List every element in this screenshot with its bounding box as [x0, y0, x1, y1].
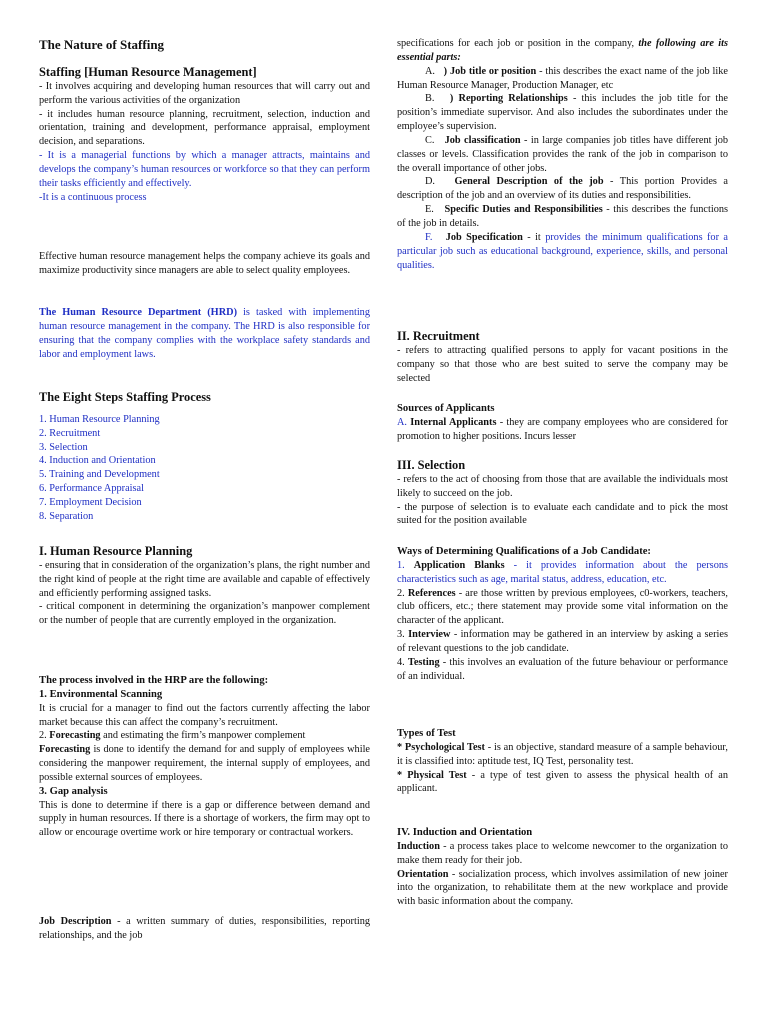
part-text: - this describes the functions of the job in details.	[397, 204, 728, 229]
forecast-rest: and estimating the firm’s manpower complement	[100, 730, 306, 742]
staffing-point-2: - it includes human resource planning, recruitment, selection, induction and orientation, training and development, performance appraisal, employment decision, and separations.	[39, 108, 370, 148]
internal-letter: A.	[397, 416, 411, 428]
way-title: Testing	[407, 656, 440, 668]
step-item: 1. Human Resource Planning	[39, 413, 160, 425]
part-text: - this includes the job title for the position’s immediate supervisor. And also includes the subordinates under the employee’s supervision.	[397, 93, 728, 133]
part-title: ) Reporting Relationships	[449, 93, 568, 105]
part-f-text: provides the minimum qualifications for a particular job such as educational background, experience, skills, and personal qualities.	[397, 231, 728, 271]
env-scanning-heading: 1. Environmental Scanning	[39, 688, 163, 700]
internal-rest: - they are company employees who are considered for promotion to higher positions. Incurs lesser	[397, 416, 728, 442]
induction-section	[397, 826, 728, 909]
hrp-point-1: - ensuring that in consideration of the organization’s plans, the right number and the right kind of people at the right time are available and capable of effectively and efficiently performing assigned tasks.	[39, 559, 370, 599]
part-f-dash: - it	[522, 231, 546, 243]
part-letter: E.	[425, 204, 434, 216]
hrp-heading: I. Human Resource Planning	[39, 544, 193, 558]
hrd-paragraph	[39, 306, 370, 361]
step-item: 6. Performance Appraisal	[39, 483, 144, 495]
job-spec-section	[397, 37, 728, 272]
env-scanning-text: It is crucial for a manager to find out the factors currently affecting the labor market because this can affect the company’s recruitment.	[39, 702, 370, 728]
step-item: 4. Induction and Orientation	[39, 455, 156, 467]
recruitment-section	[397, 330, 728, 385]
job-description-paragraph	[39, 915, 370, 943]
spec-intro: specifications for each job or position in the company,	[397, 38, 639, 49]
selection-point-1: - refers to the act of choosing from those that are available the individuals most likely to succeed on the job.	[397, 473, 728, 499]
part-text: - in large companies job titles have different job classes or levels. Classification provides the rank of the job in comparison to the overall importance of other jobs.	[397, 134, 728, 174]
page-title: The Nature of Staffing	[39, 37, 165, 52]
internal-bold: Internal Applicants	[410, 416, 497, 428]
orientation-text: - socialization process, which involves assimilation of new joiner into the organization, to rehabilitate them at the new workplace and provide with basic information about the company.	[397, 868, 728, 908]
induction-text: - a process takes place to welcome newcomer to the organization to make them ready for their job.	[397, 840, 728, 866]
hrp-point-2: - critical component in determining the organization’s manpower complement or the number of people that are currently employed in the organization.	[39, 601, 370, 627]
part-title: Job classification	[444, 134, 521, 146]
recruitment-text: - refers to attracting qualified persons to apply for vacant positions in the company so that those who are best suited to serve the company may be selected	[397, 344, 728, 384]
step-item: 5. Training and Development	[39, 469, 160, 481]
part-letter: C.	[425, 134, 435, 146]
job-description-rest: - a written summary of duties, responsibilities, reporting relationships, and the job	[39, 916, 370, 941]
steps-section	[39, 391, 370, 524]
way-number: 1.	[397, 559, 414, 571]
part-title: General Description of the job	[454, 176, 604, 188]
part-title: ) Job title or position	[443, 65, 537, 77]
step-item: 8. Separation	[39, 510, 94, 522]
part-text: - this describes the exact name of the job like Human Resource Manager, Production Manager, etc	[397, 65, 728, 91]
recruitment-heading: II. Recruitment	[397, 329, 480, 343]
way-title: Interview	[408, 629, 451, 641]
psych-test-title: * Psychological Test	[397, 741, 485, 753]
gap-analysis-heading: 3. Gap analysis	[39, 785, 108, 797]
step-item: 2. Recruitment	[39, 427, 101, 439]
way-text: - this involves an evaluation of the future behaviour or performance of an individual.	[397, 656, 729, 682]
part-letter: D.	[425, 176, 436, 188]
selection-point-2: - the purpose of selection is to evaluate each candidate and to pick the most suited for the position available	[397, 501, 728, 527]
induction-bold: Induction	[397, 840, 440, 852]
steps-heading: The Eight Steps Staffing Process	[39, 390, 211, 404]
part-letter: B.	[425, 93, 435, 105]
staffing-point-1: - It involves acquiring and developing human resources that will carry out and perform the various activities of the organization	[39, 80, 370, 106]
part-title: Specific Duties and Responsibilities	[444, 204, 603, 216]
way-number: 3.	[397, 629, 409, 641]
way-number: 2.	[397, 587, 408, 599]
part-f-letter: F.	[425, 231, 433, 243]
effective-hrm-paragraph	[39, 250, 370, 278]
job-description-bold: Job Description	[39, 916, 112, 927]
way-text: - information may be gathered in an interview by asking a series of relevant questions to the job candidate.	[397, 629, 728, 654]
sources-section	[397, 402, 728, 444]
hrd-bold: The Human Resource Department (HRD)	[39, 307, 237, 318]
process-heading: The process involved in the HRP are the following:	[39, 675, 269, 686]
part-f-title: Job Specification	[445, 231, 523, 243]
way-title: Application Blanks	[413, 559, 505, 571]
staffing-blue-point-2: -It is a continuous process	[39, 191, 147, 203]
forecast2-bold: Forecasting	[39, 744, 91, 756]
part-text: - This portion Provides a description of the job and an overview of its duties and responsibilities.	[397, 176, 728, 202]
selection-heading: III. Selection	[397, 458, 466, 472]
induction-heading: IV. Induction and Orientation	[397, 827, 533, 838]
sources-heading: Sources of Applicants	[397, 403, 495, 414]
gap-analysis-text: This is done to determine if there is a gap or difference between demand and supply in human resources. If there is a shortage of workers, the firm may opt to allow or encourage overtime work or hire temporary or contractual workers.	[39, 799, 370, 839]
way-text: - are those written by previous employees, c0-workers, teachers, club officers, etc.; there statement may provide some vital information on the character of the applicant.	[397, 587, 729, 627]
staffing-section	[39, 66, 370, 204]
way-number: 4.	[397, 656, 408, 668]
staffing-heading: Staffing [Human Resource Management]	[39, 65, 257, 79]
hrd-rest: is tasked with implementing human resource management in the company. The HRD is also responsible for ensuring that the company complies with the workplace safety standards and labor and employment laws.	[39, 307, 370, 360]
types-of-test-section	[397, 727, 728, 796]
way-title: References	[407, 587, 456, 599]
hrp-process-section	[39, 674, 370, 840]
step-item: 7. Employment Decision	[39, 496, 142, 508]
ways-heading: Ways of Determining Qualifications of a Job Candidate:	[397, 546, 651, 557]
forecast-number: 2.	[39, 730, 50, 742]
spec-intro-emphasis: the following are its essential parts:	[397, 38, 728, 63]
orientation-bold: Orientation	[397, 868, 449, 880]
phys-test-title: * Physical Test	[397, 769, 467, 781]
part-letter: A.	[425, 65, 436, 77]
qualifications-section	[397, 545, 728, 683]
types-heading: Types of Test	[397, 728, 456, 739]
phys-test-text: - a type of test given to assess the physical health of an applicant.	[397, 769, 728, 795]
staffing-blue-point-1: - It is a managerial functions by which a manager attracts, maintains and develops the company’s human resources or workforce so that they can perform their tasks efficiently and effectively.	[39, 150, 370, 189]
psych-test-text: - is an objective, standard measure of a sample behaviour, it is classified into: aptitude test, IQ Test, personality test.	[397, 741, 729, 767]
effective-hrm-text: Effective human resource management helps the company achieve its goals and maximize productivity since managers are able to select quality employees.	[39, 251, 370, 276]
selection-section	[397, 459, 728, 528]
forecast2-rest: is done to identify the demand for and supply of employees while considering the manpower requirement, the internal supply of employees, and possible external sources of employees.	[39, 744, 370, 783]
forecast-bold: Forecasting	[49, 730, 101, 742]
hrp-section	[39, 545, 370, 628]
way-text: - it provides information about the persons characteristics such as age, marital status, address, education, etc.	[397, 559, 728, 585]
step-item: 3. Selection	[39, 441, 88, 453]
